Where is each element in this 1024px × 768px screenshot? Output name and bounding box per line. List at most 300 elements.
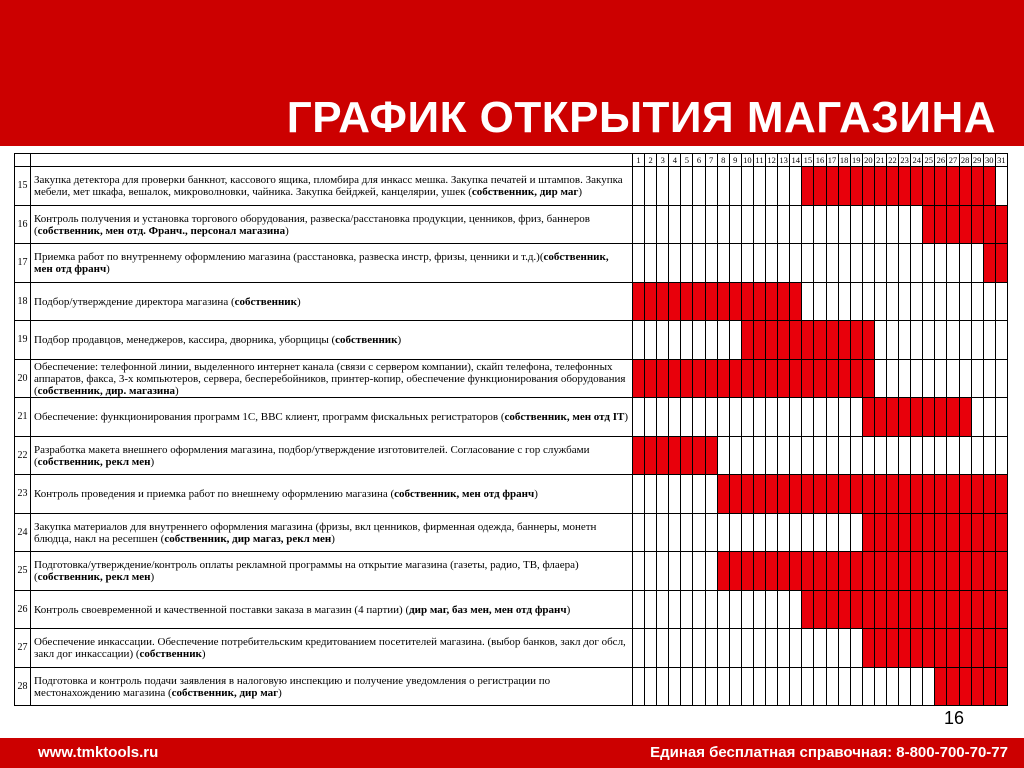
gantt-empty-cell — [790, 629, 802, 668]
gantt-bar-cell — [947, 552, 959, 591]
gantt-empty-cell — [729, 244, 741, 283]
gantt-empty-cell — [693, 205, 705, 244]
gantt-empty-cell — [802, 244, 814, 283]
gantt-empty-cell — [850, 282, 862, 321]
day-header-row — [15, 154, 1008, 167]
gantt-empty-cell — [669, 244, 681, 283]
task-description — [31, 590, 633, 629]
gantt-bar-cell — [862, 167, 874, 206]
gantt-empty-cell — [790, 244, 802, 283]
task-description — [31, 244, 633, 283]
task-description — [31, 667, 633, 706]
gantt-empty-cell — [838, 513, 850, 552]
gantt-empty-cell — [911, 321, 923, 360]
gantt-empty-cell — [971, 436, 983, 475]
gantt-bar-cell — [753, 282, 765, 321]
gantt-empty-cell — [766, 436, 778, 475]
gantt-bar-cell — [862, 552, 874, 591]
gantt-empty-cell — [717, 436, 729, 475]
gantt-empty-cell — [633, 167, 645, 206]
gantt-bar-cell — [983, 667, 995, 706]
task-text: Обеспечение: функционирования программ 1С, ВВС клиент, программ фискальных регистраторов ( — [34, 411, 505, 424]
task-text: ) — [566, 603, 571, 616]
gantt-empty-cell — [790, 398, 802, 437]
gantt-empty-cell — [645, 513, 657, 552]
gantt-empty-cell — [766, 398, 778, 437]
gantt-empty-cell — [899, 359, 911, 398]
gantt-empty-cell — [899, 282, 911, 321]
task-description — [31, 359, 633, 398]
gantt-empty-cell — [814, 513, 826, 552]
gantt-bar-cell — [862, 398, 874, 437]
gantt-empty-cell — [717, 244, 729, 283]
gantt-empty-cell — [657, 244, 669, 283]
gantt-empty-cell — [766, 205, 778, 244]
gantt-bar-cell — [971, 667, 983, 706]
gantt-bar-cell — [850, 552, 862, 591]
gantt-bar-cell — [874, 590, 886, 629]
gantt-empty-cell — [814, 629, 826, 668]
task-number: 26 — [15, 590, 31, 629]
gantt-bar-cell — [935, 552, 947, 591]
gantt-empty-cell — [766, 629, 778, 668]
task-row — [15, 167, 1008, 206]
day-header-27: 27 — [948, 155, 958, 165]
gantt-bar-cell — [705, 282, 717, 321]
gantt-bar-cell — [995, 629, 1007, 668]
task-number: 23 — [15, 475, 31, 514]
gantt-empty-cell — [814, 205, 826, 244]
gantt-bar-cell — [886, 590, 898, 629]
gantt-empty-cell — [753, 590, 765, 629]
day-header-10: 10 — [743, 155, 752, 165]
gantt-empty-cell — [886, 359, 898, 398]
gantt-empty-cell — [645, 552, 657, 591]
gantt-empty-cell — [959, 359, 971, 398]
gantt-bar-cell — [911, 590, 923, 629]
gantt-bar-cell — [826, 475, 838, 514]
gantt-bar-cell — [633, 436, 645, 475]
gantt-empty-cell — [947, 282, 959, 321]
gantt-empty-cell — [850, 205, 862, 244]
gantt-bar-cell — [645, 436, 657, 475]
gantt-bar-cell — [959, 552, 971, 591]
gantt-bar-cell — [971, 167, 983, 206]
gantt-empty-cell — [935, 436, 947, 475]
gantt-bar-cell — [983, 244, 995, 283]
gantt-bar-cell — [971, 513, 983, 552]
gantt-empty-cell — [669, 205, 681, 244]
day-header-5: 5 — [681, 154, 693, 167]
task-text: ) — [624, 411, 629, 424]
gantt-empty-cell — [766, 244, 778, 283]
gantt-empty-cell — [753, 436, 765, 475]
task-responsible: собственник — [335, 334, 398, 347]
gantt-empty-cell — [693, 167, 705, 206]
gantt-empty-cell — [753, 167, 765, 206]
gantt-empty-cell — [657, 552, 669, 591]
gantt-empty-cell — [826, 205, 838, 244]
gantt-bar-cell — [935, 629, 947, 668]
gantt-empty-cell — [681, 205, 693, 244]
gantt-empty-cell — [886, 321, 898, 360]
gantt-empty-cell — [971, 244, 983, 283]
task-number: 25 — [15, 552, 31, 591]
gantt-empty-cell — [935, 282, 947, 321]
gantt-bar-cell — [778, 552, 790, 591]
task-text: ) — [285, 224, 289, 237]
gantt-bar-cell — [717, 359, 729, 398]
gantt-empty-cell — [741, 436, 753, 475]
gantt-empty-cell — [778, 167, 790, 206]
gantt-empty-cell — [814, 667, 826, 706]
gantt-bar-cell — [923, 167, 935, 206]
gantt-bar-cell — [923, 398, 935, 437]
gantt-empty-cell — [633, 321, 645, 360]
day-header-28: 28 — [960, 155, 970, 165]
task-number: 22 — [15, 436, 31, 475]
gantt-empty-cell — [826, 282, 838, 321]
gantt-empty-cell — [886, 205, 898, 244]
gantt-empty-cell — [693, 629, 705, 668]
gantt-empty-cell — [705, 205, 717, 244]
gantt-empty-cell — [923, 321, 935, 360]
gantt-empty-cell — [790, 167, 802, 206]
gantt-empty-cell — [983, 282, 995, 321]
gantt-bar-cell — [995, 667, 1007, 706]
task-text: Подготовка и контроль подачи заявления в налоговую инспекцию и получение уведомления о регистрации по местонахождению магазина ( — [34, 674, 551, 699]
gantt-empty-cell — [717, 398, 729, 437]
gantt-empty-cell — [838, 244, 850, 283]
gantt-bar-cell — [802, 167, 814, 206]
gantt-empty-cell — [923, 244, 935, 283]
gantt-empty-cell — [790, 205, 802, 244]
gantt-bar-cell — [681, 436, 693, 475]
gantt-bar-cell — [995, 205, 1007, 244]
gantt-bar-cell — [935, 667, 947, 706]
gantt-bar-cell — [729, 359, 741, 398]
gantt-empty-cell — [669, 629, 681, 668]
gantt-empty-cell — [633, 629, 645, 668]
gantt-bar-cell — [983, 513, 995, 552]
day-header-3: 3 — [657, 154, 669, 167]
gantt-empty-cell — [802, 205, 814, 244]
gantt-bar-cell — [645, 282, 657, 321]
gantt-empty-cell — [911, 359, 923, 398]
gantt-bar-cell — [766, 359, 778, 398]
gantt-bar-cell — [693, 282, 705, 321]
gantt-empty-cell — [886, 436, 898, 475]
task-row — [15, 282, 1008, 321]
gantt-bar-cell — [947, 475, 959, 514]
task-row — [15, 359, 1008, 398]
gantt-bar-cell — [911, 167, 923, 206]
gantt-empty-cell — [911, 282, 923, 321]
task-responsible: собственник, дир. магазина — [37, 384, 176, 397]
gantt-bar-cell — [741, 321, 753, 360]
gantt-bar-cell — [959, 475, 971, 514]
gantt-empty-cell — [693, 244, 705, 283]
task-responsible: собственник, мен отд франч — [394, 488, 535, 501]
gantt-empty-cell — [778, 513, 790, 552]
task-text: Подбор/утверждение директора магазина ( — [34, 295, 235, 308]
gantt-empty-cell — [826, 244, 838, 283]
gantt-empty-cell — [790, 667, 802, 706]
gantt-bar-cell — [826, 321, 838, 360]
gantt-empty-cell — [766, 590, 778, 629]
gantt-bar-cell — [983, 629, 995, 668]
gantt-empty-cell — [862, 205, 874, 244]
gantt-bar-cell — [923, 552, 935, 591]
gantt-bar-cell — [886, 475, 898, 514]
gantt-bar-cell — [947, 167, 959, 206]
gantt-empty-cell — [766, 167, 778, 206]
gantt-empty-cell — [947, 321, 959, 360]
gantt-bar-cell — [766, 475, 778, 514]
gantt-empty-cell — [850, 629, 862, 668]
gantt-bar-cell — [790, 321, 802, 360]
gantt-bar-cell — [935, 205, 947, 244]
gantt-bar-cell — [959, 398, 971, 437]
gantt-empty-cell — [874, 359, 886, 398]
gantt-bar-cell — [971, 590, 983, 629]
gantt-empty-cell — [669, 321, 681, 360]
gantt-bar-cell — [681, 282, 693, 321]
gantt-bar-cell — [923, 590, 935, 629]
gantt-bar-cell — [935, 398, 947, 437]
gantt-empty-cell — [693, 513, 705, 552]
gantt-bar-cell — [899, 513, 911, 552]
task-row — [15, 244, 1008, 283]
gantt-empty-cell — [790, 436, 802, 475]
gantt-bar-cell — [753, 359, 765, 398]
gantt-empty-cell — [753, 667, 765, 706]
gantt-bar-cell — [693, 436, 705, 475]
task-text: Подготовка/утверждение/контроль оплаты рекламной программы на открытие магазина (газеты, радио, ТВ, флаера)( — [34, 559, 579, 584]
gantt-empty-cell — [633, 244, 645, 283]
gantt-bar-cell — [802, 359, 814, 398]
gantt-bar-cell — [838, 552, 850, 591]
gantt-empty-cell — [705, 244, 717, 283]
gantt-bar-cell — [790, 282, 802, 321]
gantt-bar-cell — [802, 475, 814, 514]
gantt-empty-cell — [778, 590, 790, 629]
gantt-bar-cell — [874, 475, 886, 514]
task-text: Контроль своевременной и качественной поставки заказа в магазин (4 партии) ( — [34, 603, 410, 616]
gantt-empty-cell — [814, 398, 826, 437]
gantt-empty-cell — [923, 667, 935, 706]
gantt-bar-cell — [633, 282, 645, 321]
day-header-16: 16 — [815, 155, 825, 165]
gantt-empty-cell — [995, 321, 1007, 360]
gantt-empty-cell — [778, 629, 790, 668]
task-number: 28 — [15, 667, 31, 706]
day-header-19: 19 — [851, 155, 861, 165]
gantt-empty-cell — [874, 436, 886, 475]
gantt-empty-cell — [802, 282, 814, 321]
task-number: 16 — [15, 205, 31, 244]
gantt-empty-cell — [633, 475, 645, 514]
gantt-empty-cell — [645, 475, 657, 514]
gantt-bar-cell — [874, 629, 886, 668]
gantt-bar-cell — [778, 282, 790, 321]
day-header-18: 18 — [839, 155, 849, 165]
day-header-2: 2 — [645, 154, 657, 167]
day-header-13: 13 — [779, 155, 788, 165]
gantt-empty-cell — [705, 590, 717, 629]
gantt-empty-cell — [645, 590, 657, 629]
gantt-bar-cell — [741, 359, 753, 398]
gantt-empty-cell — [741, 398, 753, 437]
blank-task-cell — [31, 154, 633, 167]
gantt-empty-cell — [899, 667, 911, 706]
gantt-bar-cell — [935, 475, 947, 514]
gantt-empty-cell — [886, 667, 898, 706]
gantt-bar-cell — [862, 475, 874, 514]
day-header-11: 11 — [755, 155, 764, 165]
gantt-empty-cell — [802, 629, 814, 668]
gantt-bar-cell — [886, 167, 898, 206]
task-responsible: собственник, дир магаз, рекл мен — [164, 532, 332, 545]
gantt-bar-cell — [983, 475, 995, 514]
day-header-30: 30 — [985, 155, 994, 165]
gantt-empty-cell — [911, 244, 923, 283]
gantt-empty-cell — [850, 436, 862, 475]
gantt-bar-cell — [657, 359, 669, 398]
gantt-empty-cell — [753, 205, 765, 244]
gantt-bar-cell — [802, 590, 814, 629]
gantt-empty-cell — [838, 436, 850, 475]
blank-num-cell — [15, 154, 31, 167]
gantt-empty-cell — [717, 167, 729, 206]
day-header-21: 21 — [876, 155, 885, 165]
gantt-empty-cell — [705, 629, 717, 668]
gantt-bar-cell — [971, 552, 983, 591]
gantt-empty-cell — [729, 436, 741, 475]
gantt-bar-cell — [838, 321, 850, 360]
gantt-empty-cell — [995, 167, 1007, 206]
gantt-empty-cell — [693, 398, 705, 437]
gantt-empty-cell — [741, 590, 753, 629]
gantt-empty-cell — [911, 205, 923, 244]
task-text: Закупка материалов для внутреннего оформления магазина (фризы, вкл ценников, фирменная одежда, баннеры, монетн блюдца, накл на ресепшен ( — [34, 520, 597, 545]
gantt-empty-cell — [681, 513, 693, 552]
gantt-bar-cell — [705, 436, 717, 475]
gantt-bar-cell — [741, 282, 753, 321]
task-description — [31, 398, 633, 437]
day-header-26: 26 — [936, 155, 946, 165]
task-text: ) — [201, 648, 206, 661]
day-header-6: 6 — [693, 154, 705, 167]
task-text: ) — [578, 186, 583, 199]
gantt-empty-cell — [645, 667, 657, 706]
gantt-empty-cell — [669, 398, 681, 437]
gantt-bar-cell — [911, 513, 923, 552]
day-header-14: 14 — [791, 155, 801, 165]
gantt-empty-cell — [657, 667, 669, 706]
gantt-empty-cell — [874, 244, 886, 283]
gantt-empty-cell — [778, 205, 790, 244]
gantt-bar-cell — [983, 590, 995, 629]
gantt-empty-cell — [729, 513, 741, 552]
task-row — [15, 590, 1008, 629]
gantt-empty-cell — [717, 667, 729, 706]
gantt-empty-cell — [778, 667, 790, 706]
gantt-bar-cell — [862, 359, 874, 398]
gantt-empty-cell — [995, 398, 1007, 437]
gantt-empty-cell — [645, 321, 657, 360]
gantt-empty-cell — [899, 244, 911, 283]
task-row — [15, 667, 1008, 706]
gantt-bar-cell — [729, 282, 741, 321]
gantt-bar-cell — [874, 167, 886, 206]
task-number: 24 — [15, 513, 31, 552]
gantt-empty-cell — [899, 321, 911, 360]
gantt-bar-cell — [778, 321, 790, 360]
gantt-empty-cell — [923, 359, 935, 398]
gantt-bar-cell — [753, 475, 765, 514]
task-responsible: собственник, мен отд IT — [504, 411, 625, 424]
task-number: 27 — [15, 629, 31, 668]
gantt-bar-cell — [814, 590, 826, 629]
task-text: ) — [278, 686, 282, 699]
gantt-bar-cell — [899, 398, 911, 437]
gantt-empty-cell — [790, 513, 802, 552]
day-header-9: 9 — [729, 154, 741, 167]
gantt-empty-cell — [983, 359, 995, 398]
task-text: Приемка работ по внутреннему оформлению магазина (расстановка, развеска инстр, фризы, ценники и т.д.)( — [34, 251, 544, 264]
gantt-bar-cell — [790, 475, 802, 514]
gantt-empty-cell — [802, 398, 814, 437]
task-text: ) — [397, 334, 402, 347]
gantt-bar-cell — [995, 513, 1007, 552]
task-number: 21 — [15, 398, 31, 437]
gantt-empty-cell — [693, 321, 705, 360]
gantt-empty-cell — [971, 282, 983, 321]
gantt-empty-cell — [693, 475, 705, 514]
gantt-empty-cell — [947, 244, 959, 283]
task-row — [15, 475, 1008, 514]
gantt-empty-cell — [838, 398, 850, 437]
gantt-empty-cell — [681, 167, 693, 206]
gantt-empty-cell — [705, 475, 717, 514]
day-header-23: 23 — [900, 155, 909, 165]
gantt-empty-cell — [657, 321, 669, 360]
gantt-bar-cell — [826, 552, 838, 591]
gantt-bar-cell — [669, 436, 681, 475]
gantt-empty-cell — [838, 205, 850, 244]
gantt-bar-cell — [886, 552, 898, 591]
gantt-empty-cell — [729, 629, 741, 668]
task-responsible: собственник, рекл мен — [37, 571, 151, 584]
day-header-7: 7 — [705, 154, 717, 167]
gantt-empty-cell — [693, 552, 705, 591]
gantt-bar-cell — [657, 436, 669, 475]
task-description — [31, 321, 633, 360]
gantt-empty-cell — [741, 667, 753, 706]
day-header-1: 1 — [633, 154, 645, 167]
page-number: 16 — [943, 708, 964, 728]
gantt-empty-cell — [899, 205, 911, 244]
task-description — [31, 436, 633, 475]
gantt-empty-cell — [983, 436, 995, 475]
gantt-bar-cell — [959, 205, 971, 244]
gantt-empty-cell — [862, 667, 874, 706]
task-text: ) — [150, 571, 155, 584]
task-number: 18 — [15, 282, 31, 321]
gantt-bar-cell — [717, 552, 729, 591]
task-text: Обеспечение инкассации. Обеспечение потребительским кредитованием посетителей магазина. (выбор банков, закл дог обсл, закл дог инкассации) ( — [34, 636, 626, 661]
